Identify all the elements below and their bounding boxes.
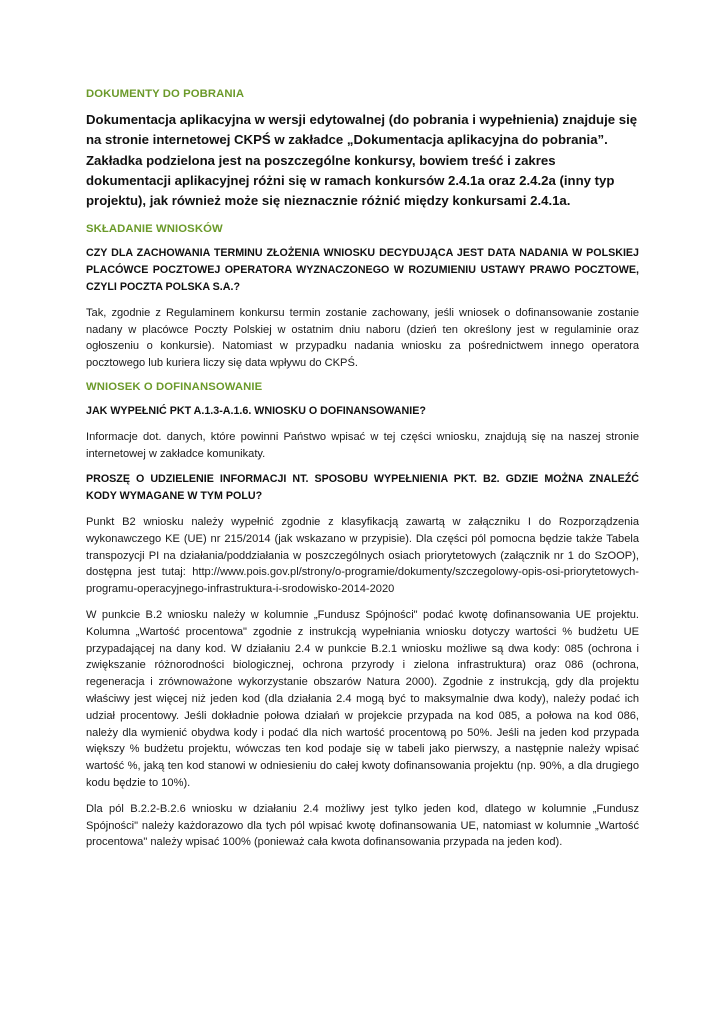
question-pkt-b2: PROSZĘ O UDZIELENIE INFORMACJI NT. SPOSOBU WYPEŁNIENIA PKT. B2. GDZIE MOŻNA ZNALEŹĆ KODY WYMAGANE W TYM POLU? bbox=[86, 473, 639, 503]
section-heading-skladanie: SKŁADANIE WNIOSKÓW bbox=[86, 223, 223, 236]
answer-pkt-b2-paragraph-3: Dla pól B.2.2-B.2.6 wniosku w działaniu 2.4 możliwy jest tylko jeden kod, dlatego w kolumnie „Fundusz Spójności" należy każdorazowo dla tych pól wpisać kwotę dofinansowania UE, natomiast w kolumnie „Wartość procentowa" należy wpisać 100% (ponieważ cała kwota dofinansowania przypada na jeden kod). bbox=[86, 802, 639, 849]
answer-pkt-b2-paragraph-2: W punkcie B.2 wniosku należy w kolumnie „Fundusz Spójności" podać kwotę dofinansowania UE projektu. Kolumna „Wartość procentowa" zgodnie z instrukcją wypełniania wniosku dotyczy wartości % budżetu UE przypadającej na dany kod. W działaniu 2.4 w punkcie B.2.1 wniosku możliwe są dwa kody: 085 (ochrona i zwiększanie różnorodności biologicznej, ochrona przyrody i zielona infrastruktura) oraz 086 (ochrona, regeneracja i zrównoważone wykorzystanie obszarów Natura 2000). Zgodnie z instrukcją, gdy dla projektu właściwy jest więcej niż jeden kod (dla działania 2.4 mogą być to maksymalnie dwa kody), należy podać ich udział procentowy. Jeśli dokładnie połowa działań w projekcie przypada na kod 085, a połowa na kod 086, należy dla wymienić obydwa kody i podać dla nich wartość procentową po 50%. Jeśli na jeden kod przypada większy % budżetu projektu, wówczas ten kod podaje się w tabeli jako pierwszy, a następnie należy wpisać wartość %, jaką ten kod stanowi w odniesieniu do całej kwoty dofinansowania projektu (np. 90%, a dla drugiego kodu będzie to 10%). bbox=[86, 609, 639, 789]
answer-pkt-b2-paragraph-1: Punkt B2 wniosku należy wypełnić zgodnie z klasyfikacją zawartą w załączniku I do Rozporządzenia wykonawczego KE (UE) nr 215/2014 (jak wskazano w przypisie). Dla części pól pomocna będzie także Tabela transpozycji PI na działania/poddziałania w poszczególnych osiach priorytetowych (załącznik nr 1 do SzOOP), dostępna jest tutaj: http://www.pois.gov.pl/strony/o-programie/dokumenty/szczegolowy-opis-osi-priorytetowych-programu-operacyjnego-infrastruktura-i-srodowisko-2014-2020 bbox=[86, 516, 639, 596]
answer-termin-zlozenia: Tak, zgodnie z Regulaminem konkursu termin zostanie zachowany, jeśli wniosek o dofinansowanie zostanie nadany w placówce Poczty Polskiej w ostatnim dniu naboru (dzień ten określony jest w regulaminie oraz ogłoszeniu o konkursie). Natomiast w przypadku nadania wniosku za pośrednictwem innego operatora pocztowego lub kuriera liczy się data wpływu do CKPŚ. bbox=[86, 306, 639, 370]
question-pkt-a13-a16: JAK WYPEŁNIĆ PKT A.1.3-A.1.6. WNIOSKU O DOFINANSOWANIE? bbox=[86, 405, 426, 418]
section-heading-dokumenty: DOKUMENTY DO POBRANIA bbox=[86, 88, 245, 100]
section-heading-wniosek: WNIOSEK O DOFINANSOWANIE bbox=[86, 381, 263, 394]
dokumenty-intro-paragraph: Dokumentacja aplikacyjna w wersji edytowalnej (do pobrania i wypełnienia) znajduje się na stronie internetowej CKPŚ w zakładce „Dokumentacja aplikacyjna do pobrania”. Zakładka podzielona jest na poszczególne konkursy, bowiem treść i zakres dokumentacji aplikacyjnej różni się w ramach konkursów 2.4.1a oraz 2.4.2a (inny typ projektu), jak również może się nieznacznie różnić między konkursami 2.4.1a. bbox=[86, 112, 638, 209]
answer-pkt-a13-a16: Informacje dot. danych, które powinni Państwo wpisać w tej części wniosku, znajdują się na naszej stronie internetowej w zakładce komunikaty. bbox=[86, 430, 639, 460]
question-termin-zlozenia: CZY DLA ZACHOWANIA TERMINU ZŁOŻENIA WNIOSKU DECYDUJĄCA JEST DATA NADANIA W POLSKIEJ PLACÓWCE POCZTOWEJ OPERATORA WYZNACZONEGO W ROZUMIENIU USTAWY PRAWO POCZTOWE, CZYLI POCZTA POLSKA S.A.? bbox=[86, 247, 639, 294]
